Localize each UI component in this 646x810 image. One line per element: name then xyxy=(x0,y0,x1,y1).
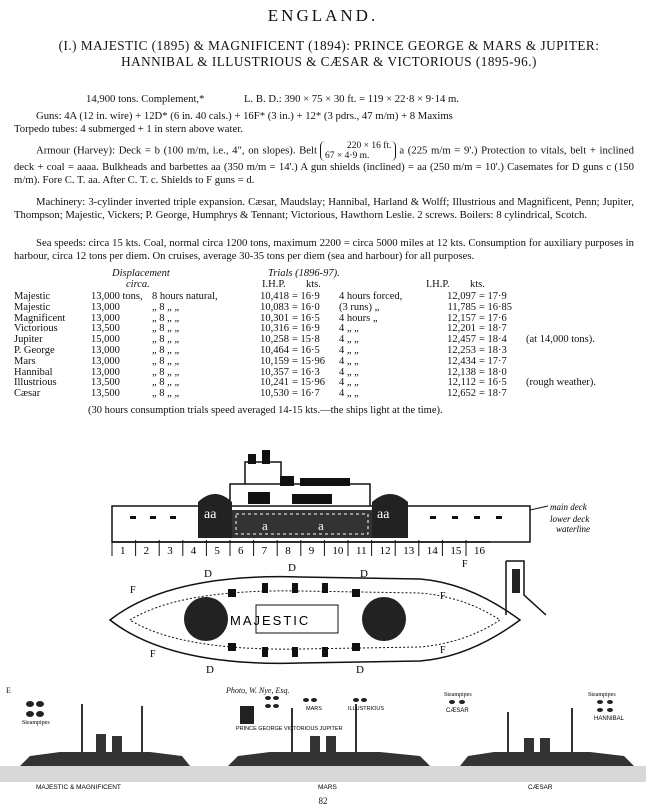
gun-mark-f-4: F xyxy=(440,645,446,656)
ihp-heading-2: I.H.P. xyxy=(426,279,450,290)
dimensions-text: L. B. D.: 390 × 75 × 30 ft. = 119 × 22·8 × 9·14 m. xyxy=(244,93,459,105)
trial-cell-ihp2: 12,434 xyxy=(447,355,476,367)
photo-mark: E xyxy=(6,686,11,695)
section-number: 3 xyxy=(167,545,173,557)
photo-credit: Photo, W. Nye, Esq. xyxy=(226,686,290,695)
trial-cell-kts2: = 17·7 xyxy=(479,355,507,367)
trial-cell-ihp2: 12,157 xyxy=(447,312,476,324)
trial-cell-kts1: = 15·8 xyxy=(292,334,320,346)
majestic-silhouette xyxy=(20,704,190,766)
trial-cell-note xyxy=(526,346,599,357)
trial-cell-ship: Jupiter xyxy=(14,334,43,346)
waterline-label: waterline xyxy=(556,524,590,534)
pg-victorious-jupiter-label: PRINCE GEORGE VICTORIOUS JUPITER xyxy=(236,726,343,732)
tonnage-line xyxy=(14,93,634,106)
trial-cell-ihp2: 12,253 xyxy=(447,344,476,356)
trial-cell-h1: „ 8 „ „ xyxy=(152,312,180,324)
gun-mark-d-4: D xyxy=(206,664,214,676)
trial-cell-kts1: = 16·7 xyxy=(292,388,320,400)
trial-cell-kts1: = 16·9 xyxy=(292,291,320,302)
photo-caption-caesar: CÆSAR xyxy=(528,784,553,791)
ihp-heading-1: I.H.P. xyxy=(262,279,286,290)
section-number: 16 xyxy=(474,545,485,557)
section-number: 2 xyxy=(143,545,150,557)
section-number: 10 xyxy=(332,545,344,557)
trial-cell-h2: 4 „ „ xyxy=(339,388,359,400)
trial-cell-kts1: = 15·96 xyxy=(292,377,326,389)
trial-cell-kts1: = 16·0 xyxy=(292,301,320,313)
section-number: 8 xyxy=(285,545,291,557)
machinery-text: Machinery: 3-cylinder inverted triple expansion. Cæsar, Maudslay; Hannibal, Harland & Wolff; Illustrious and Magnificent, Penn; Jupiter, Thompson; Majestic, Vickers; P. George, Humphrys & Tennant; Victorious, Hawthorn Leslie. 2 screws. Boilers: 8 cylindrical, Scotch. xyxy=(14,196,634,222)
armour-text-b: a (225 m/m = 9'.) Protection to vitals, belt + inclined deck + coal = aaaa. Bulkheads and barbettes aa (350 m/m = 14'.) A gun shields (inclined) = aa (250 m/m = 10'.) Casemates for D guns c (150 m/m). Fore C. T. aa. After C. T. c. Shields to F guns = d. xyxy=(14,144,634,187)
trial-row xyxy=(14,303,599,314)
trial-cell-ihp2: 12,138 xyxy=(447,366,476,378)
section-number: 9 xyxy=(308,545,315,557)
ship-silhouettes xyxy=(0,690,646,790)
trial-cell-kts1: = 16·5 xyxy=(292,344,320,356)
trial-cell-h1: „ 8 „ „ xyxy=(152,355,180,367)
gun-mark-f-1: F xyxy=(130,585,136,596)
armour-mark-aft: aa xyxy=(377,507,390,522)
trial-cell-ihp1: 10,464 xyxy=(260,344,289,356)
section-number: 15 xyxy=(450,545,462,557)
torpedo-text: Torpedo tubes: 4 submerged + 1 in stern above water. xyxy=(14,123,243,135)
trial-cell-disp: 13,000 xyxy=(91,344,120,356)
armour-mark-mid-2: a xyxy=(318,518,324,533)
trial-cell-h2: 4 „ „ xyxy=(339,377,359,389)
steampipes-label-3: Steampipes xyxy=(588,692,616,698)
trial-cell-h2: 4 „ „ xyxy=(339,344,359,356)
section-number: 6 xyxy=(238,545,244,557)
trials-heading xyxy=(14,268,634,292)
trial-cell-ship: Victorious xyxy=(14,323,58,335)
section-number: 13 xyxy=(403,545,415,557)
trial-cell-ship: Magnificent xyxy=(14,312,66,324)
trial-cell-kts2: = 17·9 xyxy=(479,291,507,302)
page-header: ENGLAND. xyxy=(267,6,379,25)
trial-cell-ihp1: 10,241 xyxy=(260,377,289,389)
trial-cell-kts2: = 17·6 xyxy=(479,312,507,324)
trials-heading-text: Trials (1896-97). xyxy=(268,268,340,279)
trial-cell-ship: P. George xyxy=(14,344,55,356)
photo-caption-mars: MARS xyxy=(318,784,337,791)
trial-cell-disp: 15,000 xyxy=(91,334,120,346)
trial-cell-kts1: = 16·5 xyxy=(292,312,320,324)
illustrious-small-label: ILLUSTRIOUS xyxy=(348,706,385,712)
section-number: 4 xyxy=(190,545,197,557)
trial-cell-ihp2: 11,785 xyxy=(447,301,476,313)
belt-dimensions-bottom: 67 × 4·9 m. xyxy=(324,151,370,161)
section-number: 5 xyxy=(214,545,220,557)
trial-cell-kts2: = 18·4 xyxy=(479,334,507,346)
armour-text-a: Armour (Harvey): Deck = b (100 m/m, i.e., 4", on slopes). Belt xyxy=(36,144,317,157)
gun-mark-d-2: D xyxy=(288,562,296,574)
steampipes-label-2: Steampipes xyxy=(444,692,472,698)
trial-cell-ihp2: 12,201 xyxy=(447,323,476,335)
trial-cell-ihp1: 10,301 xyxy=(260,312,289,324)
trial-cell-h1: „ 8 „ „ xyxy=(152,388,180,400)
trial-cell-kts2: = 18·7 xyxy=(479,388,507,400)
trial-cell-ihp1: 10,530 xyxy=(260,388,289,400)
trial-cell-ihp1: 10,159 xyxy=(260,355,289,367)
trials-footnote: (30 hours consumption trials speed averaged 14-15 kts.—the ships light at the time). xyxy=(88,404,443,416)
armour-profile-diagram xyxy=(0,440,646,560)
trial-row xyxy=(14,389,599,400)
trial-cell-note xyxy=(526,303,599,314)
guns-text: Guns: 4A (12 in. wire) + 12D* (6 in. 40 cals.) + 16F* (3 in.) + 12* (3 pdrs., 47 m/m) + 8 Maxims xyxy=(36,110,453,122)
trial-cell-ship: Cæsar xyxy=(14,388,41,400)
trial-cell-ship: Mars xyxy=(14,355,36,367)
trial-cell-note xyxy=(526,389,599,400)
trial-cell-note xyxy=(526,292,599,303)
trial-cell-disp: 13,000 xyxy=(91,312,120,324)
circa-heading: circa. xyxy=(126,279,150,290)
trial-cell-ihp1: 10,258 xyxy=(260,334,289,346)
trial-cell-note: (rough weather). xyxy=(526,377,596,389)
trial-cell-ihp1: 10,316 xyxy=(260,323,289,335)
trials-table xyxy=(14,292,599,400)
trial-cell-ihp1: 10,083 xyxy=(260,301,289,313)
trial-cell-ship: Majestic xyxy=(14,291,51,302)
photo-caption-majestic: MAJESTIC & MAGNIFICENT xyxy=(36,784,121,791)
trial-cell-disp: 13,000 xyxy=(91,366,120,378)
trial-cell-note xyxy=(526,357,599,368)
deck-plan-diagram xyxy=(0,555,646,685)
trial-cell-kts2: = 18·7 xyxy=(479,323,507,335)
trial-cell-h2: 4 „ „ xyxy=(339,323,359,335)
trial-cell-note: (at 14,000 tons). xyxy=(526,334,595,346)
mars-small-label: MARS xyxy=(306,706,322,712)
trial-cell-kts2: = 16·85 xyxy=(479,301,513,313)
trial-cell-ihp2: 12,112 xyxy=(447,377,476,389)
gun-mark-d-5: D xyxy=(356,664,364,676)
trial-cell-h1: „ 8 „ „ xyxy=(152,323,180,335)
trial-cell-disp: 13,500 xyxy=(91,323,120,335)
belt-dimensions-top: 220 × 16 ft. xyxy=(346,141,392,151)
trial-cell-h2: (3 runs) „ xyxy=(339,301,380,313)
trial-cell-ship: Illustrious xyxy=(14,377,57,389)
armour-mark-fore: aa xyxy=(204,507,217,522)
displacement-heading: Displacement xyxy=(112,268,170,279)
mars-silhouette xyxy=(228,704,430,766)
gun-mark-f-3: F xyxy=(440,591,446,602)
trial-cell-kts2: = 18·3 xyxy=(479,344,507,356)
trial-cell-h2: 4 „ „ xyxy=(339,355,359,367)
trial-cell-note xyxy=(526,314,599,325)
belt-dimensions xyxy=(320,141,396,161)
gun-mark-f-5: F xyxy=(462,559,468,570)
trial-cell-ihp1: 10,418 xyxy=(260,291,289,302)
trial-cell-ship: Majestic xyxy=(14,301,51,313)
trial-cell-h1: „ 8 „ „ xyxy=(152,366,180,378)
armour-mark-mid-1: a xyxy=(262,518,268,533)
speeds-text: Sea speeds: circa 15 kts. Coal, normal circa 1200 tons, maximum 2200 = circa 5000 miles at 12 kts. Consumption for auxiliary purposes in harbour, circa 12 tons per diem. On cruises, average 30-35 tons per diem (sea and harbour) for all purposes. xyxy=(14,237,634,263)
trial-cell-kts2: = 18·0 xyxy=(479,366,507,378)
ship-class-title: (I.) MAJESTIC (1895) & MAGNIFICENT (1894): PRINCE GEORGE & MARS & JUPITER: HANNIBAL & ILLUSTRIOUS & CÆSAR & VICTORIOUS (1895-96.) xyxy=(58,38,600,69)
trial-cell-kts1: = 16·3 xyxy=(292,366,320,378)
trial-cell-ihp2: 12,457 xyxy=(447,334,476,346)
trial-cell-disp: 13,000 tons, xyxy=(91,291,143,302)
trial-cell-disp: 13,500 xyxy=(91,377,120,389)
section-number: 12 xyxy=(379,545,391,557)
caesar-small-label: CÆSAR xyxy=(446,708,469,714)
section-number: 11 xyxy=(356,545,367,557)
trial-cell-kts1: = 16·9 xyxy=(292,323,320,335)
gun-mark-d-1: D xyxy=(204,568,212,580)
trial-cell-h1: „ 8 „ „ xyxy=(152,344,180,356)
main-deck-label: main deck xyxy=(550,502,587,512)
trial-cell-ihp1: 10,357 xyxy=(260,366,289,378)
trial-cell-disp: 13,500 xyxy=(91,388,120,400)
trial-cell-ship: Hannibal xyxy=(14,366,53,378)
trial-cell-h2: 4 hours „ xyxy=(339,312,378,324)
trial-cell-h1: „ 8 „ „ xyxy=(152,377,180,389)
section-number: 14 xyxy=(426,545,438,557)
gun-mark-f-2: F xyxy=(150,649,156,660)
trial-cell-h2: 4 hours forced, xyxy=(339,291,403,302)
trial-cell-h1: „ 8 „ „ xyxy=(152,334,180,346)
trial-cell-h1: „ 8 „ „ xyxy=(152,301,180,313)
trial-cell-kts2: = 16·5 xyxy=(479,377,507,389)
lower-deck-label: lower deck xyxy=(550,514,590,524)
tonnage-text: 14,900 tons. Complement,* xyxy=(86,93,205,105)
plan-ship-name: MAJESTIC xyxy=(230,613,311,628)
trial-cell-ihp2: 12,097 xyxy=(447,291,476,302)
trial-cell-kts1: = 15·96 xyxy=(292,355,326,367)
section-number: 1 xyxy=(120,545,126,557)
trial-cell-ihp2: 12,652 xyxy=(447,388,476,400)
trial-cell-disp: 13,000 xyxy=(91,301,120,313)
trial-cell-h2: 4 „ „ xyxy=(339,366,359,378)
trial-cell-h1: 8 hours natural, xyxy=(152,291,218,302)
gun-mark-d-3: D xyxy=(360,568,368,580)
section-number: 7 xyxy=(261,545,268,557)
hannibal-small-label: HANNIBAL xyxy=(594,716,625,722)
trial-cell-disp: 13,000 xyxy=(91,355,120,367)
steampipes-label-1: Steampipes xyxy=(22,720,50,726)
trial-row xyxy=(14,357,599,368)
kts-heading-2: kts. xyxy=(470,279,485,290)
trial-cell-h2: 4 „ „ xyxy=(339,334,359,346)
kts-heading-1: kts. xyxy=(306,279,321,290)
armour-text xyxy=(14,141,634,187)
page-number: 82 xyxy=(318,796,328,806)
trials-section xyxy=(14,268,634,416)
